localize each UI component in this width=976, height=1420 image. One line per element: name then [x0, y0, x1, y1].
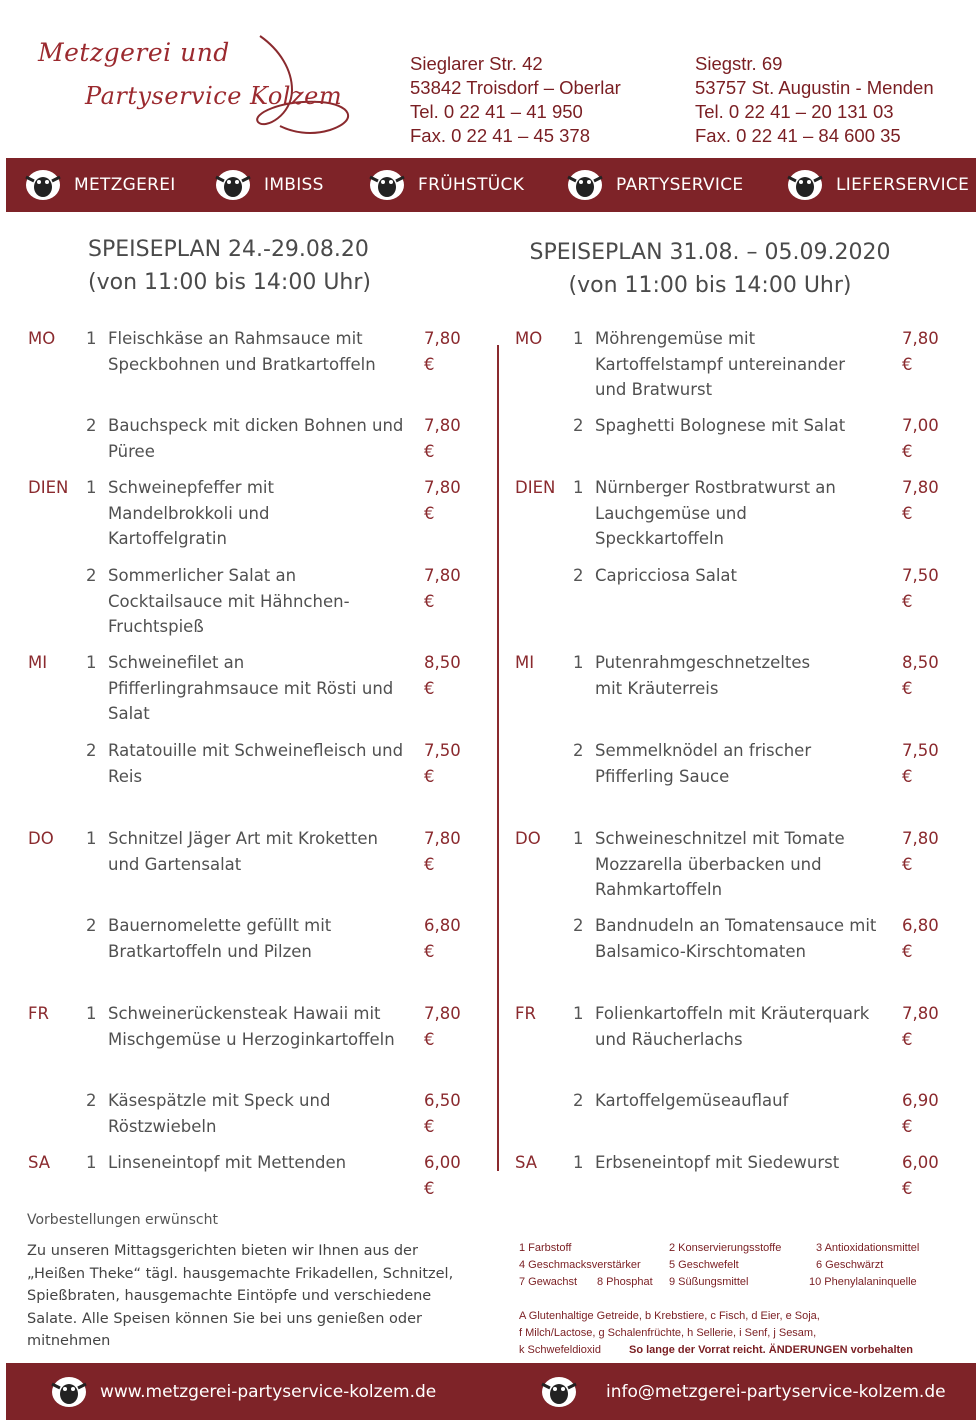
cow-icon: [366, 167, 408, 203]
nav-label: IMBISS: [264, 175, 324, 195]
plan-title: SPEISEPLAN 24.-29.08.20: [88, 237, 369, 262]
address-troisdorf: [410, 52, 621, 148]
cow-icon: [22, 167, 64, 203]
nav-item-metzgerei[interactable]: [22, 158, 176, 212]
legend-item: 10 Phenylalaninquelle: [809, 1276, 917, 1288]
legend-item: 6 Geschwärzt: [816, 1259, 884, 1271]
plan-title-week2: [510, 236, 910, 302]
legend-item: 2 Konservierungsstoffe: [669, 1242, 782, 1254]
day-label: MO: [515, 329, 543, 348]
dish-price: 8,50 €: [902, 653, 939, 698]
address-street: Siegstr. 69: [695, 53, 783, 74]
stock-notice: So lange der Vorrat reicht. ÄNDERUNGEN vorbehalten: [629, 1344, 914, 1356]
brand-line2: Partyservice Kolzem: [85, 82, 343, 110]
email-text: info@metzgerei-partyservice-kolzem.de: [606, 1381, 946, 1402]
dish-number: 2: [573, 741, 584, 760]
dish-name: Käsespätzle mit Speck und Röstzwiebeln: [108, 1091, 331, 1136]
nav-label: LIEFERSERVICE: [836, 175, 970, 195]
dish-name: Spaghetti Bolognese mit Salat: [595, 416, 846, 435]
dish-price: 6,00 €: [902, 1153, 939, 1198]
nav-label: PARTYSERVICE: [616, 175, 744, 195]
dish-number: 2: [573, 916, 584, 935]
dish-price: 7,80 €: [424, 1004, 461, 1049]
address-street: Sieglarer Str. 42: [410, 53, 543, 74]
dish-number: 1: [573, 478, 584, 497]
day-label: DIEN: [515, 478, 556, 497]
brand-line1: Metzgerei und: [38, 38, 230, 67]
nav-item-partyservice[interactable]: [564, 158, 743, 212]
day-label: DIEN: [28, 478, 69, 497]
dish-number: 1: [573, 1153, 584, 1172]
day-label: FR: [28, 1004, 49, 1023]
nav-bar: [6, 158, 976, 212]
dish-name: Bauernomelette gefüllt mit Bratkartoffeln und Pilzen: [108, 916, 332, 961]
dish-number: 2: [86, 916, 97, 935]
dish-price: 7,50 €: [424, 741, 461, 786]
dish-name: Capricciosa Salat: [595, 566, 737, 585]
dish-price: 8,50 €: [424, 653, 461, 698]
day-label: FR: [515, 1004, 536, 1023]
dish-price: 7,80 €: [424, 566, 461, 611]
dish-number: 1: [573, 653, 584, 672]
cow-icon: [538, 1374, 580, 1410]
dish-price: 7,80 €: [902, 1004, 939, 1049]
dish-number: 1: [86, 829, 97, 848]
plan-title: SPEISEPLAN 31.08. – 05.09.2020: [529, 240, 891, 265]
email-link[interactable]: [538, 1363, 946, 1420]
dish-number: 1: [573, 829, 584, 848]
cow-icon: [784, 167, 826, 203]
website-text: www.metzgerei-partyservice-kolzem.de: [100, 1381, 437, 1402]
dish-name: Schnitzel Jäger Art mit Kroketten und Gartensalat: [108, 829, 378, 874]
day-label: SA: [28, 1153, 51, 1172]
dish-price: 7,80 €: [424, 829, 461, 874]
nav-item-fruehstueck[interactable]: [366, 158, 524, 212]
legend-item: 9 Süßungsmittel: [669, 1276, 749, 1288]
address-fax: Fax. 0 22 41 – 45 378: [410, 125, 590, 146]
dish-number: 1: [86, 653, 97, 672]
dish-price: 7,50 €: [902, 741, 939, 786]
cow-icon: [48, 1374, 90, 1410]
legend-item: 7 Gewachst: [519, 1276, 578, 1288]
allergen-line: k Schwefeldioxid: [519, 1344, 601, 1356]
dish-name: Putenrahmgeschnetzeltes mit Kräuterreis: [595, 653, 811, 698]
dish-price: 7,80 €: [424, 478, 461, 523]
dish-number: 1: [86, 1004, 97, 1023]
column-divider: [497, 345, 499, 1171]
allergen-line: A Glutenhaltige Getreide, b Krebstiere, c Fisch, d Eier, e Soja,: [519, 1310, 820, 1322]
dish-number: 1: [86, 478, 97, 497]
legend-item: 8 Phosphat: [597, 1276, 653, 1288]
dish-name: Kartoffelgemüseauflauf: [595, 1091, 789, 1110]
nav-item-lieferservice[interactable]: [784, 158, 969, 212]
dish-price: 7,00 €: [902, 416, 939, 461]
dish-name: Schweinerückensteak Hawaii mit Mischgemüse u Herzoginkartoffeln: [108, 1004, 395, 1049]
day-label: DO: [28, 829, 54, 848]
dish-name: Schweineschnitzel mit Tomate Mozzarella überbacken und Rahmkartoffeln: [595, 829, 845, 899]
logo: [30, 30, 375, 145]
address-tel: Tel. 0 22 41 – 41 950: [410, 101, 583, 122]
dish-name: Ratatouille mit Schweinefleisch und Reis: [108, 741, 404, 786]
dish-name: Erbseneintopf mit Siedewurst: [595, 1153, 840, 1172]
dish-number: 2: [573, 416, 584, 435]
dish-name: Folienkartoffeln mit Kräuterquark und Räucherlachs: [595, 1004, 870, 1049]
cow-icon: [212, 167, 254, 203]
dish-price: 7,80 €: [902, 478, 939, 523]
dish-name: Fleischkäse an Rahmsauce mit Speckbohnen und Bratkartoffeln: [108, 329, 376, 374]
dish-number: 2: [86, 416, 97, 435]
address-tel: Tel. 0 22 41 – 20 131 03: [695, 101, 894, 122]
dish-price: 7,80 €: [902, 329, 939, 374]
dish-number: 2: [86, 566, 97, 585]
legend-item: 1 Farbstoff: [519, 1242, 572, 1254]
footer-bar: [6, 1363, 976, 1420]
dish-price: 6,80 €: [902, 916, 939, 961]
preorder-note: Vorbestellungen erwünscht: [27, 1212, 218, 1228]
address-fax: Fax. 0 22 41 – 84 600 35: [695, 125, 901, 146]
nav-label: FRÜHSTÜCK: [418, 175, 525, 195]
address-city: 53842 Troisdorf – Oberlar: [410, 77, 621, 98]
dish-price: 7,80 €: [424, 416, 461, 461]
cow-icon: [564, 167, 606, 203]
dish-price: 6,90 €: [902, 1091, 939, 1136]
dish-number: 2: [86, 1091, 97, 1110]
dish-name: Möhrengemüse mit Kartoffelstampf untereinander und Bratwurst: [595, 329, 845, 399]
dish-price: 7,80 €: [902, 829, 939, 874]
dish-number: 1: [86, 329, 97, 348]
legend-item: 3 Antioxidationsmittel: [816, 1242, 920, 1254]
nav-label: METZGEREI: [74, 175, 176, 195]
allergen-line: f Milch/Lactose, g Schalenfrüchte, h Sellerie, i Senf, j Sesam,: [519, 1327, 817, 1339]
day-label: DO: [515, 829, 541, 848]
dish-price: 6,00 €: [424, 1153, 461, 1198]
dish-number: 2: [86, 741, 97, 760]
dish-name: Schweinepfeffer mit Mandelbrokkoli und Kartoffelgratin: [108, 478, 274, 548]
dish-price: 7,50 €: [902, 566, 939, 611]
dish-name: Sommerlicher Salat an Cocktailsauce mit Hähnchen-Fruchtspieß: [108, 566, 350, 636]
legend-item: 4 Geschmacksverstärker: [519, 1259, 641, 1271]
dish-number: 1: [573, 1004, 584, 1023]
dish-number: 2: [573, 1091, 584, 1110]
dish-number: 1: [86, 1153, 97, 1172]
day-label: MI: [28, 653, 48, 672]
plan-hours: (von 11:00 bis 14:00 Uhr): [568, 273, 852, 298]
legend-item: 5 Geschwefelt: [669, 1259, 739, 1271]
dish-number: 1: [573, 329, 584, 348]
nav-item-imbiss[interactable]: [212, 158, 324, 212]
plan-title-week1: [88, 233, 371, 299]
dish-name: Nürnberger Rostbratwurst an Lauchgemüse und Speckkartoffeln: [595, 478, 836, 548]
dish-price: 6,80 €: [424, 916, 461, 961]
day-label: SA: [515, 1153, 538, 1172]
dish-price: 6,50 €: [424, 1091, 461, 1136]
address-menden: [695, 52, 934, 148]
plan-hours: (von 11:00 bis 14:00 Uhr): [88, 270, 371, 295]
website-link[interactable]: [48, 1363, 436, 1420]
dish-number: 2: [573, 566, 584, 585]
day-label: MI: [515, 653, 535, 672]
address-city: 53757 St. Augustin - Menden: [695, 77, 934, 98]
dish-price: 7,80 €: [424, 329, 461, 374]
dish-name: Schweinefilet an Pfifferlingrahmsauce mit Rösti und Salat: [108, 653, 394, 723]
dish-name: Linseneintopf mit Mettenden: [108, 1153, 347, 1172]
info-text: Zu unseren Mittagsgerichten bieten wir Ihnen aus der „Heißen Theke“ tägl. hausgemachte Frikadellen, Schnitzel, Spießbraten, hausgemachte Eintöpfe und verschiedene Salate. Alle Speisen können Sie bei uns genießen oder mitnehmen: [27, 1243, 454, 1349]
dish-name: Semmelknödel an frischer Pfifferling Sauce: [595, 741, 812, 786]
day-label: MO: [28, 329, 56, 348]
dish-name: Bandnudeln an Tomatensauce mit Balsamico-Kirschtomaten: [595, 916, 877, 961]
dish-name: Bauchspeck mit dicken Bohnen und Püree: [108, 416, 404, 461]
